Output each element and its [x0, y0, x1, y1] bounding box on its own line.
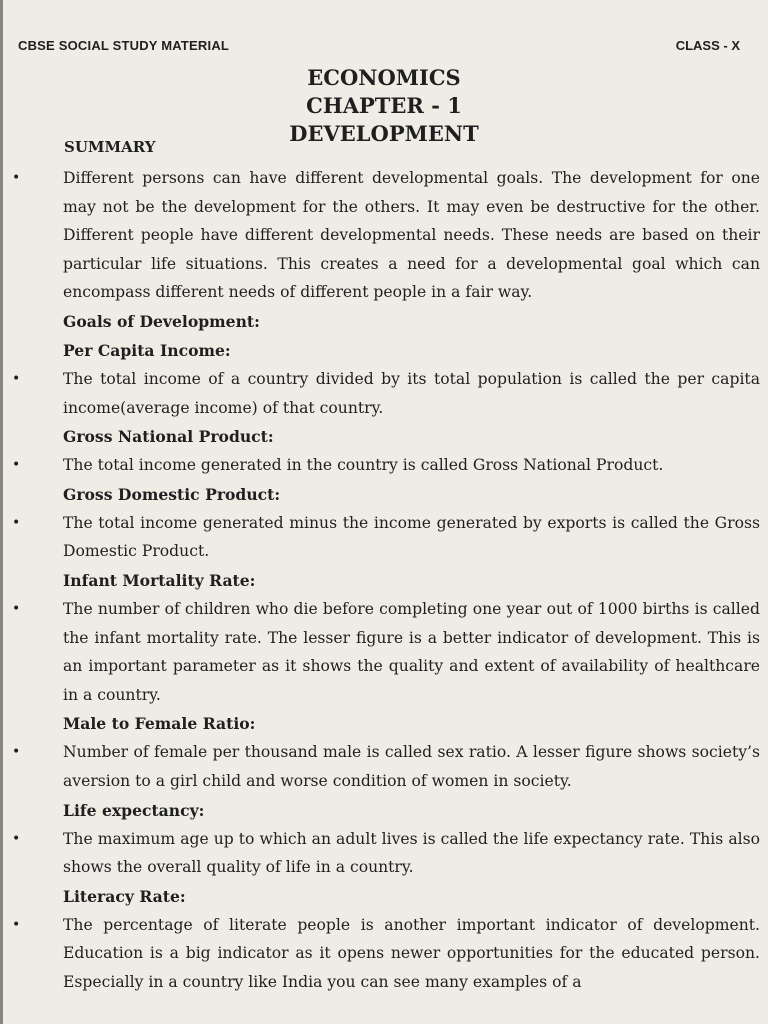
gdp-paragraph [12, 509, 760, 566]
imr-paragraph [12, 595, 760, 709]
goals-heading: Goals of Development: [63, 311, 260, 331]
bullet-icon: • [12, 916, 21, 933]
bullet-icon: • [12, 600, 21, 617]
gnp-heading: Gross National Product: [63, 427, 274, 447]
sex-ratio-heading: Male to Female Ratio: [63, 714, 256, 734]
imr-text: The number of children who die before completing one year out of 1000 births is called the infant mortality rate. The lesser figure is a better indicator of development. This is an important parameter as it shows the quality and extent of availability of healthcare in a country. [63, 599, 760, 704]
summary-heading: SUMMARY [64, 138, 156, 156]
gnp-text: The total income generated in the country is called Gross National Product. [63, 456, 664, 475]
bullet-icon: • [12, 514, 21, 531]
per-capita-text: The total income of a country divided by its total population is called the per capita income(average income) of that country. [63, 369, 760, 417]
bullet-icon: • [12, 370, 21, 387]
bullet-icon: • [12, 457, 21, 474]
literacy-heading: Literacy Rate: [63, 886, 186, 906]
life-expectancy-text: The maximum age up to which an adult lives is called the life expectancy rate. This also shows the overall quality of life in a country. [63, 829, 760, 877]
sex-ratio-paragraph [12, 738, 760, 795]
title-block [0, 64, 768, 148]
title-chapter: CHAPTER - 1 [306, 93, 462, 118]
bullet-icon: • [12, 170, 21, 186]
content [0, 164, 768, 996]
bullet-icon: • [12, 830, 21, 847]
gdp-text: The total income generated minus the income generated by exports is called the Gross Domestic Product. [63, 513, 760, 561]
sex-ratio-text: Number of female per thousand male is called sex ratio. A lesser figure shows society’s aversion to a girl child and worse condition of women in society. [63, 743, 760, 790]
per-capita-heading: Per Capita Income: [63, 340, 231, 360]
per-capita-paragraph [12, 365, 760, 422]
literacy-paragraph [12, 911, 760, 997]
intro-text: Different persons can have different developmental goals. The development for one may not be the development for the others. It may even be destructive for the other. Different people have different developmental needs. These needs are based on their particular life situations. This creates a need for a developmental goal which can encompass different needs of different people in a fair way. [63, 169, 760, 302]
life-expectancy-heading: Life expectancy: [63, 800, 205, 820]
title-topic: DEVELOPMENT [289, 121, 479, 146]
title-subject: ECONOMICS [307, 65, 461, 90]
header-class: CLASS - X [675, 38, 740, 53]
literacy-text: The percentage of literate people is another important indicator of development. Education is a big indicator as it opens newer opportunities for the educated person. Especially in a country like India you can see many examples of a [63, 915, 760, 991]
imr-heading: Infant Mortality Rate: [63, 570, 256, 590]
intro-paragraph [12, 164, 760, 307]
life-expectancy-paragraph [12, 825, 760, 882]
bullet-icon: • [12, 744, 21, 761]
gnp-paragraph [12, 451, 760, 480]
header-subject: CBSE SOCIAL STUDY MATERIAL [18, 38, 230, 53]
gdp-heading: Gross Domestic Product: [63, 484, 281, 504]
